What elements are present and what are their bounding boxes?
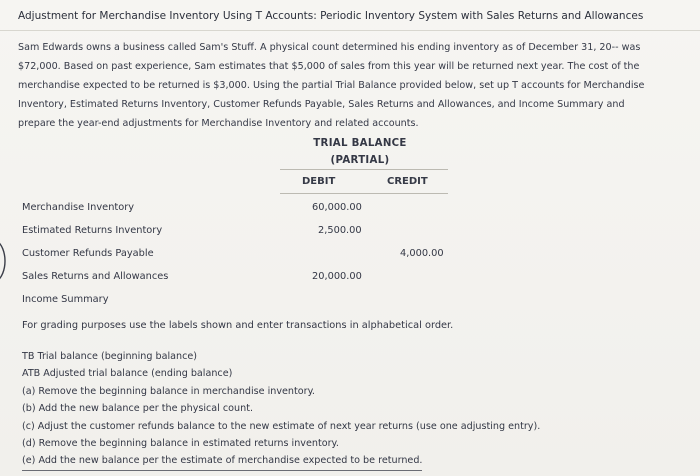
- trial-balance-row: [0, 202, 700, 222]
- intro-line: Sam Edwards owns a business called Sam's Stuff. A physical count determined his ending inventory as of December 31, 20-- was: [18, 42, 641, 53]
- trial-balance-row: [0, 294, 700, 314]
- debit-amount: 20,000.00: [312, 271, 362, 282]
- account-label: Customer Refunds Payable: [22, 248, 154, 259]
- account-label: Income Summary: [22, 294, 109, 305]
- account-label: Sales Returns and Allowances: [22, 271, 169, 282]
- trial-balance-title-line2: (PARTIAL): [330, 155, 390, 166]
- intro-line: Inventory, Estimated Returns Inventory, Customer Refunds Payable, Sales Returns and Allowances, and Income Summary and: [18, 99, 625, 110]
- title-divider: [0, 30, 700, 31]
- legend-item: ATB Adjusted trial balance (ending balance): [22, 368, 233, 380]
- trial-balance-header-rule: [280, 169, 448, 170]
- problem-title: Adjustment for Merchandise Inventory Using T Accounts: Periodic Inventory System with Sales Returns and Allowances: [18, 10, 644, 22]
- trial-balance-row: [0, 248, 700, 268]
- trial-balance-row: [0, 225, 700, 245]
- legend-item: (d) Remove the beginning balance in estimated returns inventory.: [22, 438, 339, 450]
- legend-item: (a) Remove the beginning balance in merchandise inventory.: [22, 385, 315, 397]
- problem-description: [18, 38, 693, 133]
- page-curl-mark: [0, 236, 12, 286]
- intro-line: $72,000. Based on past experience, Sam estimates that $5,000 of sales from this year will be returned next year. The cost of the: [18, 61, 640, 72]
- account-label: Merchandise Inventory: [22, 202, 135, 213]
- credit-amount: 4,000.00: [400, 248, 444, 259]
- legend-item: (b) Add the new balance per the physical count.: [22, 403, 254, 415]
- legend-item: TB Trial balance (beginning balance): [22, 351, 198, 362]
- legend-item: (c) Adjust the customer refunds balance to the new estimate of next year returns (use one adjusting entry).: [22, 420, 541, 432]
- trial-balance-title-line1: TRIAL BALANCE: [313, 138, 407, 149]
- trial-balance-row: [0, 271, 700, 291]
- intro-line: prepare the year-end adjustments for Merchandise Inventory and related accounts.: [18, 118, 419, 129]
- credit-column-header: CREDIT: [387, 176, 428, 187]
- grading-note: For grading purposes use the labels shown and enter transactions in alphabetical order.: [22, 320, 454, 331]
- legend-item: (e) Add the new balance per the estimate of merchandise expected to be returned.: [22, 452, 422, 470]
- trial-balance-title: [270, 135, 450, 169]
- intro-line: merchandise expected to be returned is $3,000. Using the partial Trial Balance provided below, set up T accounts for Merchandise: [18, 80, 645, 91]
- debit-amount: 60,000.00: [312, 202, 362, 213]
- account-label: Estimated Returns Inventory: [22, 225, 163, 236]
- legend-list: [22, 348, 692, 471]
- trial-balance-subheader-rule: [280, 193, 448, 194]
- debit-column-header: DEBIT: [302, 176, 336, 187]
- debit-amount: 2,500.00: [318, 225, 362, 236]
